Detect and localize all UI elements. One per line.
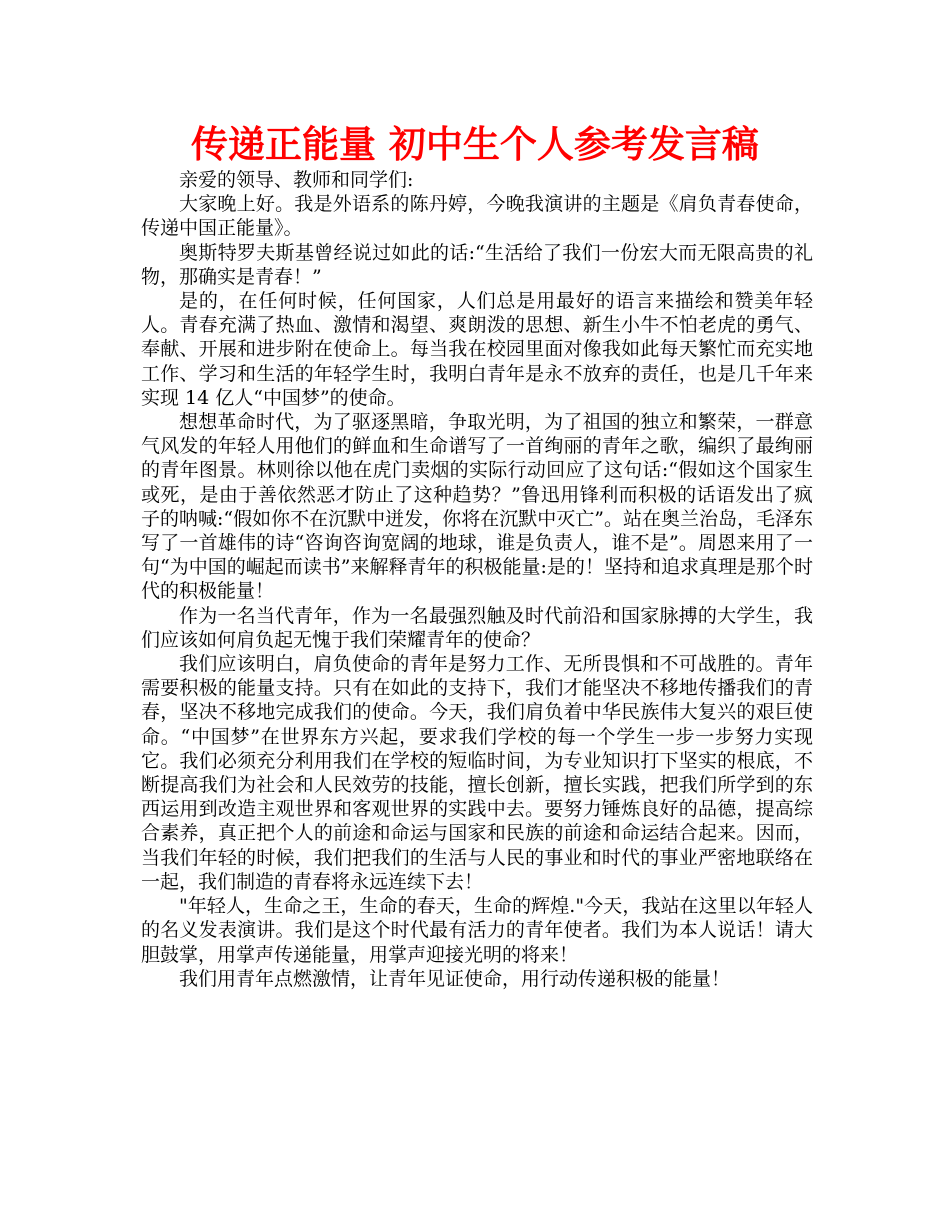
paragraph-introduction: 大家晚上好。我是外语系的陈丹婷，今晚我演讲的主题是《肩负青春使命，传递中国正能量》。 <box>141 193 813 240</box>
paragraph-youth: 是的，在任何时候，任何国家，人们总是用最好的语言来描绘和赞美年轻人。青春充满了热血、激情和渴望、爽朗泼的思想、新生小牛不怕老虎的勇气、奉献、开展和进步附在使命上。每当我在校园里面对像我如此每天繁忙而充实地工作、学习和生活的年轻学生时，我明白青年是永不放弃的责任，也是几千年来实现 14 亿人“中国梦”的使命。 <box>141 290 813 409</box>
paragraph-quote: 奥斯特罗夫斯基曾经说过如此的话:“生活给了我们一份宏大而无限高贵的礼物，那确实是青春！” <box>141 241 813 288</box>
paragraph-revolution: 想想革命时代，为了驱逐黑暗，争取光明，为了祖国的独立和繁荣，一群意气风发的年轻人用他们的鲜血和生命谱写了一首绚丽的青年之歌，编织了最绚丽的青年图景。林则徐以他在虎门卖烟的实际行动回应了这句话:“假如这个国家生或死，是由于善依然恶才防止了这种趋势？”鲁迅用锋利而积极的话语发出了疯子的呐喊:“假如你不在沉默中迸发，你将在沉默中灭亡”。站在奥兰治岛，毛泽东写了一首雄伟的诗“咨询咨询宽阔的地球，谁是负责人，谁不是”。周恩来用了一句“为中国的崛起而读书”来解释青年的积极能量:是的！坚持和追求真理是那个时代的积极能量！ <box>141 411 813 603</box>
paragraph-mission: 我们应该明白，肩负使命的青年是努力工作、无所畏惧和不可战胜的。青年需要积极的能量支持。只有在如此的支持下，我们才能坚决不移地传播我们的青春，坚决不移地完成我们的使命。今天，我们肩负着中华民族伟大复兴的艰巨使命。“中国梦”在世界东方兴起，要求我们学校的每一个学生一步一步努力实现它。我们必须充分利用我们在学校的短临时间，为专业知识打下坚实的根底，不断提高我们为社会和人民效劳的技能，擅长创新，擅长实践，把我们所学到的东西运用到改造主观世界和客观世界的实践中去。要努力锤炼良好的品德，提高综合素养，真正把个人的前途和命运与国家和民族的前途和命运结合起来。因而，当我们年轻的时候，我们把我们的生活与人民的事业和时代的事业严密地联络在一起，我们制造的青春将永远连续下去！ <box>141 653 813 893</box>
paragraph-speech: "年轻人，生命之王，生命的春天，生命的辉煌."今天，我站在这里以年轻人的名义发表演讲。我们是这个时代最有活力的青年使者。我们为本人说话！请大胆鼓掌，用掌声传递能量，用掌声迎接光明的将来！ <box>141 895 813 966</box>
document-title: 传递正能量 初中生个人参考发言稿 <box>191 123 759 166</box>
document-body <box>141 168 813 991</box>
paragraph-closing: 我们用青年点燃激情，让青年见证使命，用行动传递积极的能量！ <box>179 967 731 990</box>
paragraph-greeting: 亲爱的领导、教师和同学们: <box>179 169 414 191</box>
paragraph-question: 作为一名当代青年，作为一名最强烈触及时代前沿和国家脉搏的大学生，我们应该如何肩负起无愧于我们荣耀青年的使命？ <box>141 604 813 651</box>
